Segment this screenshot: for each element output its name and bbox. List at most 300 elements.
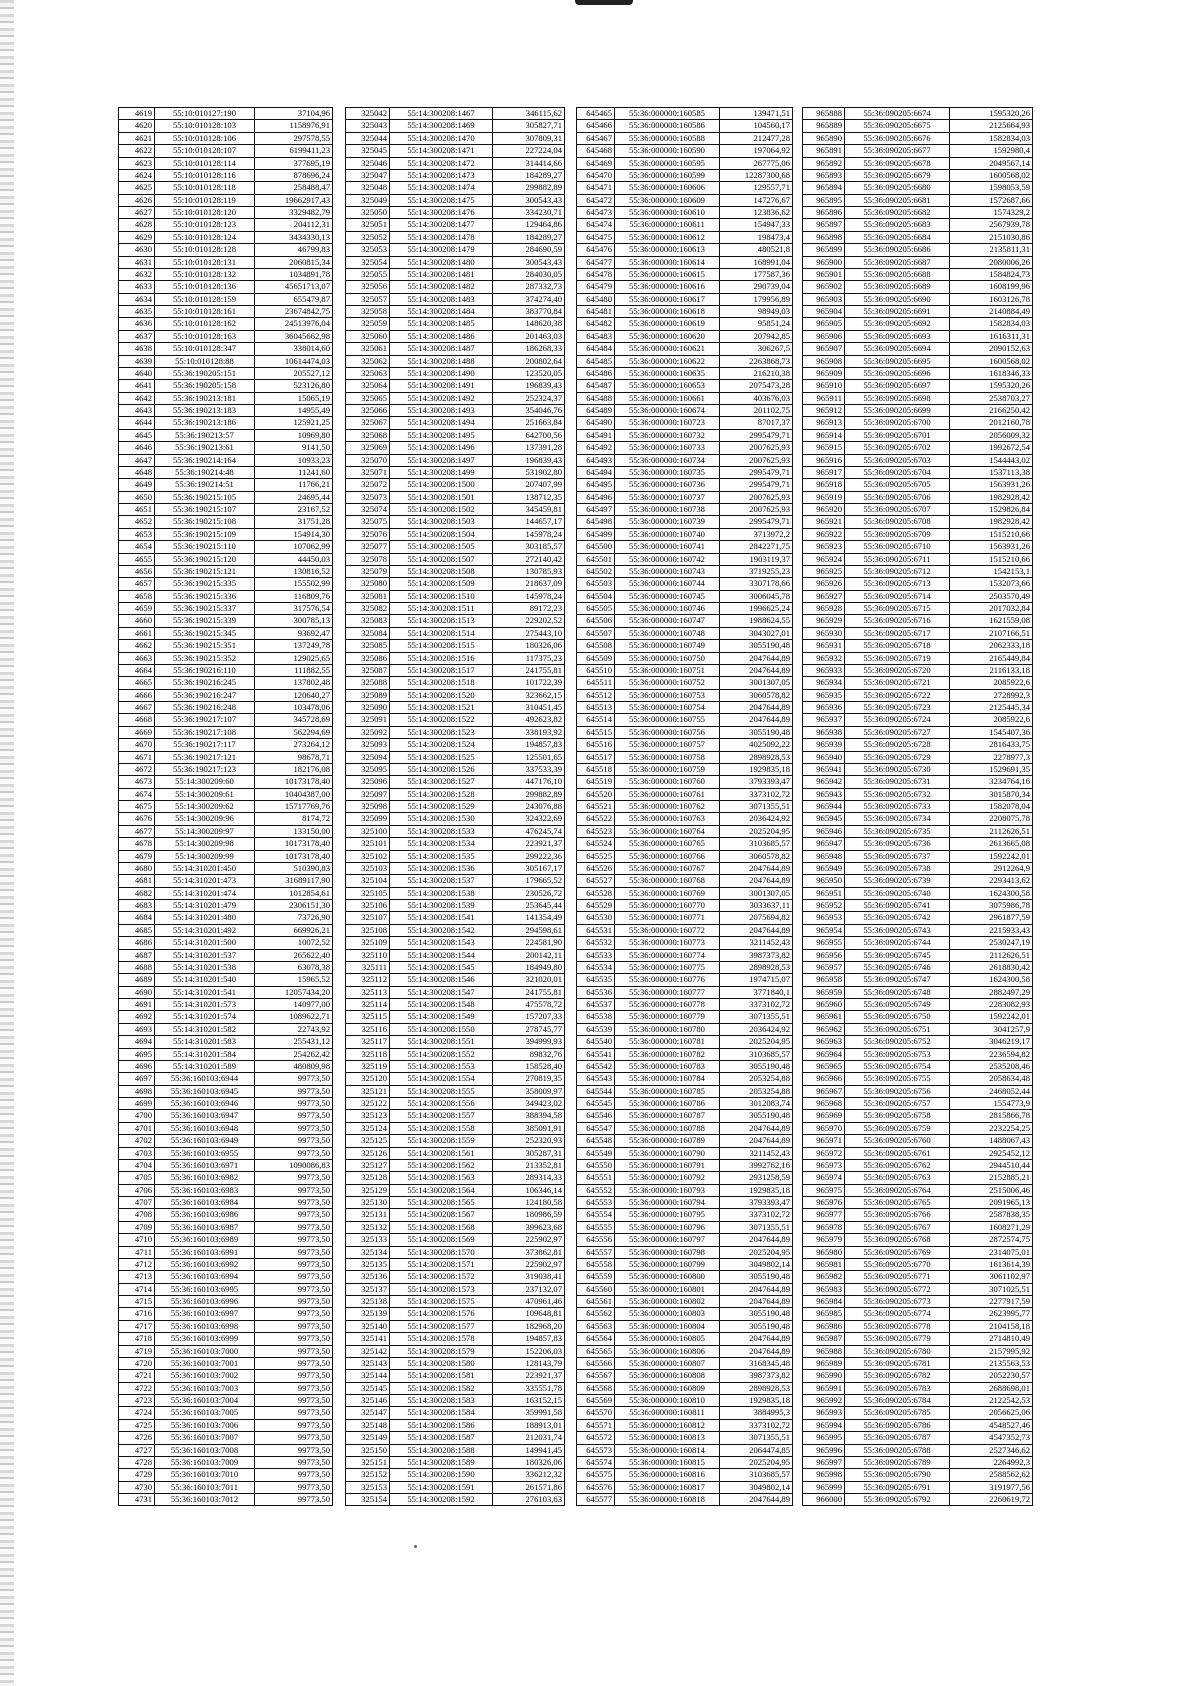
cadastral-value: 267775,06 bbox=[720, 157, 793, 169]
cadastral-number: 55:36:190216:247 bbox=[155, 689, 255, 701]
table-row bbox=[577, 145, 793, 157]
row-number: 965982 bbox=[803, 1271, 845, 1283]
row-number: 965991 bbox=[803, 1382, 845, 1394]
table-row bbox=[346, 553, 565, 565]
row-number: 645577 bbox=[577, 1494, 615, 1506]
table-row bbox=[119, 999, 333, 1011]
register-column-1 bbox=[118, 107, 333, 1504]
cadastral-number: 55:36:090205:6703 bbox=[845, 454, 950, 466]
cadastral-number: 55:14:300208:1471 bbox=[390, 145, 493, 157]
cadastral-number: 55:14:300208:1501 bbox=[390, 491, 493, 503]
cadastral-number: 55:14:300208:1496 bbox=[390, 442, 493, 454]
table-row bbox=[346, 1494, 565, 1506]
cadastral-value: 2728992,3 bbox=[950, 689, 1033, 701]
row-number: 965983 bbox=[803, 1283, 845, 1295]
row-number: 965893 bbox=[803, 169, 845, 181]
cadastral-value: 129557,71 bbox=[720, 182, 793, 194]
table-row bbox=[577, 640, 793, 652]
cadastral-value: 2047644,89 bbox=[720, 1494, 793, 1506]
cadastral-number: 55:14:300208:1528 bbox=[390, 788, 493, 800]
row-number: 4658 bbox=[119, 590, 155, 602]
cadastral-value: 201463,03 bbox=[493, 330, 565, 342]
cadastral-value: 2208075,78 bbox=[950, 813, 1033, 825]
table-row bbox=[803, 1159, 1033, 1171]
cadastral-number: 55:36:000000:160773 bbox=[615, 937, 720, 949]
cadastral-number: 55:36:000000:160759 bbox=[615, 763, 720, 775]
row-number: 965996 bbox=[803, 1444, 845, 1456]
row-number: 4664 bbox=[119, 664, 155, 676]
row-number: 4662 bbox=[119, 640, 155, 652]
table-row bbox=[346, 702, 565, 714]
table-row bbox=[346, 1209, 565, 1221]
cadastral-value: 99773,50 bbox=[255, 1271, 333, 1283]
cadastral-number: 55:36:160103:6991 bbox=[155, 1246, 255, 1258]
table-row bbox=[346, 689, 565, 701]
table-row bbox=[803, 367, 1033, 379]
table-row bbox=[577, 813, 793, 825]
cadastral-number: 55:36:090205:6761 bbox=[845, 1147, 950, 1159]
cadastral-value: 275443,10 bbox=[493, 627, 565, 639]
cadastral-value: 99773,50 bbox=[255, 1073, 333, 1085]
table-row bbox=[577, 1221, 793, 1233]
cadastral-value: 2007625,93 bbox=[720, 442, 793, 454]
cadastral-value: 152206,03 bbox=[493, 1345, 565, 1357]
cadastral-number: 55:14:300208:1591 bbox=[390, 1481, 493, 1493]
row-number: 4626 bbox=[119, 194, 155, 206]
cadastral-value: 2688698,01 bbox=[950, 1382, 1033, 1394]
cadastral-number: 55:36:000000:160750 bbox=[615, 652, 720, 664]
cadastral-number: 55:36:190215:345 bbox=[155, 627, 255, 639]
table-row bbox=[803, 689, 1033, 701]
cadastral-number: 55:36:000000:160783 bbox=[615, 1060, 720, 1072]
table-row bbox=[119, 640, 333, 652]
table-row bbox=[803, 986, 1033, 998]
cadastral-number: 55:14:300208:1592 bbox=[390, 1494, 493, 1506]
cadastral-value: 323662,15 bbox=[493, 689, 565, 701]
cadastral-number: 55:14:300208:1500 bbox=[390, 479, 493, 491]
cadastral-number: 55:36:000000:160614 bbox=[615, 256, 720, 268]
cadastral-value: 2007625,93 bbox=[720, 504, 793, 516]
table-row bbox=[346, 466, 565, 478]
table-row bbox=[577, 1159, 793, 1171]
cadastral-number: 55:14:300208:1510 bbox=[390, 590, 493, 602]
table-row bbox=[803, 318, 1033, 330]
cadastral-value: 294598,61 bbox=[493, 924, 565, 936]
row-number: 325095 bbox=[346, 763, 390, 775]
table-row bbox=[119, 838, 333, 850]
table-row bbox=[803, 912, 1033, 924]
table-row bbox=[803, 627, 1033, 639]
cadastral-number: 55:14:300208:1511 bbox=[390, 603, 493, 615]
table-row bbox=[577, 1197, 793, 1209]
cadastral-value: 2112626,51 bbox=[950, 949, 1033, 961]
row-number: 4630 bbox=[119, 244, 155, 256]
cadastral-value: 2135563,53 bbox=[950, 1357, 1033, 1369]
cadastral-number: 55:36:000000:160621 bbox=[615, 343, 720, 355]
cadastral-number: 55:36:000000:160808 bbox=[615, 1370, 720, 1382]
row-number: 965931 bbox=[803, 640, 845, 652]
cadastral-number: 55:36:000000:160767 bbox=[615, 862, 720, 874]
cadastral-number: 55:36:090205:6713 bbox=[845, 578, 950, 590]
cadastral-number: 55:36:000000:160815 bbox=[615, 1456, 720, 1468]
cadastral-number: 55:14:310201:584 bbox=[155, 1048, 255, 1060]
cadastral-value: 2060815,34 bbox=[255, 256, 333, 268]
cadastral-number: 55:36:090205:6674 bbox=[845, 108, 950, 120]
cadastral-number: 55:36:000000:160768 bbox=[615, 875, 720, 887]
cadastral-value: 15965,52 bbox=[255, 974, 333, 986]
table-row bbox=[119, 355, 333, 367]
cadastral-number: 55:36:090205:6721 bbox=[845, 677, 950, 689]
table-row bbox=[346, 1357, 565, 1369]
table-row bbox=[577, 1419, 793, 1431]
row-number: 325050 bbox=[346, 207, 390, 219]
table-row bbox=[346, 1048, 565, 1060]
cadastral-value: 212477,28 bbox=[720, 132, 793, 144]
table-row bbox=[803, 479, 1033, 491]
cadastral-value: 140977,00 bbox=[255, 999, 333, 1011]
cadastral-number: 55:10:010128:132 bbox=[155, 268, 255, 280]
row-number: 325091 bbox=[346, 714, 390, 726]
table-row bbox=[119, 491, 333, 503]
cadastral-value: 184949,80 bbox=[493, 961, 565, 973]
table-row bbox=[346, 664, 565, 676]
row-number: 4729 bbox=[119, 1469, 155, 1481]
row-number: 965897 bbox=[803, 219, 845, 231]
cadastral-number: 55:36:160103:7010 bbox=[155, 1469, 255, 1481]
table-row bbox=[803, 702, 1033, 714]
table-row bbox=[346, 108, 565, 120]
cadastral-number: 55:36:190213:186 bbox=[155, 417, 255, 429]
cadastral-number: 55:14:300208:1586 bbox=[390, 1419, 493, 1431]
cadastral-number: 55:36:090205:6767 bbox=[845, 1221, 950, 1233]
table-row bbox=[803, 714, 1033, 726]
row-number: 645477 bbox=[577, 256, 615, 268]
cadastral-number: 55:14:300208:1581 bbox=[390, 1370, 493, 1382]
row-number: 4724 bbox=[119, 1407, 155, 1419]
cadastral-value: 3060578,82 bbox=[720, 689, 793, 701]
row-number: 965959 bbox=[803, 986, 845, 998]
table-row bbox=[119, 1159, 333, 1171]
row-number: 325076 bbox=[346, 528, 390, 540]
table-row bbox=[346, 1073, 565, 1085]
table-row bbox=[577, 1271, 793, 1283]
table-row bbox=[577, 999, 793, 1011]
cadastral-value: 2125445,34 bbox=[950, 702, 1033, 714]
table-row bbox=[119, 776, 333, 788]
cadastral-value: 3055190,48 bbox=[720, 1308, 793, 1320]
table-row bbox=[577, 1283, 793, 1295]
cadastral-value: 227224,04 bbox=[493, 145, 565, 157]
cadastral-number: 55:14:300208:1472 bbox=[390, 157, 493, 169]
row-number: 4650 bbox=[119, 491, 155, 503]
cadastral-value: 2995479,71 bbox=[720, 479, 793, 491]
cadastral-value: 3373102,72 bbox=[720, 999, 793, 1011]
cadastral-number: 55:36:160103:6996 bbox=[155, 1296, 255, 1308]
cadastral-number: 55:36:000000:160595 bbox=[615, 157, 720, 169]
cadastral-value: 144657,17 bbox=[493, 516, 565, 528]
table-row bbox=[346, 1283, 565, 1295]
cadastral-number: 55:14:310201:573 bbox=[155, 999, 255, 1011]
table-row bbox=[577, 726, 793, 738]
table-row bbox=[803, 1011, 1033, 1023]
table-row bbox=[803, 491, 1033, 503]
cadastral-value: 337533,39 bbox=[493, 763, 565, 775]
table-row bbox=[577, 281, 793, 293]
row-number: 325141 bbox=[346, 1333, 390, 1345]
row-number: 965984 bbox=[803, 1296, 845, 1308]
row-number: 965946 bbox=[803, 825, 845, 837]
table-row bbox=[119, 256, 333, 268]
cadastral-value: 2232254,25 bbox=[950, 1122, 1033, 1134]
table-row bbox=[346, 541, 565, 553]
cadastral-number: 55:36:000000:160811 bbox=[615, 1407, 720, 1419]
cadastral-number: 55:36:090205:6784 bbox=[845, 1395, 950, 1407]
cadastral-value: 186268,33 bbox=[493, 343, 565, 355]
cadastral-number: 55:36:000000:160806 bbox=[615, 1345, 720, 1357]
table-row bbox=[577, 1357, 793, 1369]
table-row bbox=[803, 726, 1033, 738]
row-number: 965949 bbox=[803, 862, 845, 874]
cadastral-value: 99773,50 bbox=[255, 1308, 333, 1320]
row-number: 645553 bbox=[577, 1197, 615, 1209]
cadastral-value: 4548527,46 bbox=[950, 1419, 1033, 1431]
table-row bbox=[119, 677, 333, 689]
cadastral-number: 55:14:300208:1541 bbox=[390, 912, 493, 924]
table-row bbox=[577, 887, 793, 899]
cadastral-value: 139471,51 bbox=[720, 108, 793, 120]
cadastral-value: 1034891,78 bbox=[255, 268, 333, 280]
cadastral-number: 55:36:000000:160797 bbox=[615, 1234, 720, 1246]
cadastral-value: 2925452,12 bbox=[950, 1147, 1033, 1159]
row-number: 4694 bbox=[119, 1036, 155, 1048]
row-number: 325054 bbox=[346, 256, 390, 268]
cadastral-value: 2085922,6 bbox=[950, 714, 1033, 726]
row-number: 965972 bbox=[803, 1147, 845, 1159]
cadastral-value: 1089622,71 bbox=[255, 1011, 333, 1023]
cadastral-value: 2036424,92 bbox=[720, 813, 793, 825]
table-row bbox=[803, 961, 1033, 973]
row-number: 4654 bbox=[119, 541, 155, 553]
row-number: 645523 bbox=[577, 825, 615, 837]
row-number: 325057 bbox=[346, 293, 390, 305]
row-number: 325139 bbox=[346, 1308, 390, 1320]
table-row bbox=[119, 306, 333, 318]
row-number: 4687 bbox=[119, 949, 155, 961]
cadastral-number: 55:36:000000:160674 bbox=[615, 405, 720, 417]
row-number: 965924 bbox=[803, 553, 845, 565]
row-number: 965910 bbox=[803, 380, 845, 392]
row-number: 325121 bbox=[346, 1085, 390, 1097]
cadastral-value: 2049567,14 bbox=[950, 157, 1033, 169]
cadastral-value: 642700,56 bbox=[493, 429, 565, 441]
cadastral-value: 24513976,04 bbox=[255, 318, 333, 330]
cadastral-value: 1582834,03 bbox=[950, 132, 1033, 144]
cadastral-value: 254262,42 bbox=[255, 1048, 333, 1060]
cadastral-value: 2166250,42 bbox=[950, 405, 1033, 417]
row-number: 325147 bbox=[346, 1407, 390, 1419]
row-number: 645538 bbox=[577, 1011, 615, 1023]
row-number: 4637 bbox=[119, 330, 155, 342]
table-row bbox=[803, 677, 1033, 689]
row-number: 645511 bbox=[577, 677, 615, 689]
cadastral-value: 1592242,01 bbox=[950, 850, 1033, 862]
cadastral-number: 55:14:300208:1557 bbox=[390, 1110, 493, 1122]
row-number: 325093 bbox=[346, 739, 390, 751]
row-number: 325142 bbox=[346, 1345, 390, 1357]
cadastral-value: 2047644,89 bbox=[720, 1296, 793, 1308]
row-number: 965992 bbox=[803, 1395, 845, 1407]
cadastral-value: 31689117,90 bbox=[255, 875, 333, 887]
row-number: 645483 bbox=[577, 330, 615, 342]
table-row bbox=[119, 974, 333, 986]
row-number: 325043 bbox=[346, 120, 390, 132]
table-row bbox=[119, 293, 333, 305]
row-number: 4713 bbox=[119, 1271, 155, 1283]
cadastral-number: 55:36:000000:160782 bbox=[615, 1048, 720, 1060]
row-number: 645546 bbox=[577, 1110, 615, 1122]
cadastral-value: 1974715,07 bbox=[720, 974, 793, 986]
row-number: 966000 bbox=[803, 1494, 845, 1506]
row-number: 325068 bbox=[346, 429, 390, 441]
cadastral-value: 2842271,75 bbox=[720, 541, 793, 553]
cadastral-value: 10072,52 bbox=[255, 937, 333, 949]
row-number: 325134 bbox=[346, 1246, 390, 1258]
cadastral-value: 338014,60 bbox=[255, 343, 333, 355]
row-number: 965978 bbox=[803, 1221, 845, 1233]
table-row bbox=[346, 1395, 565, 1407]
cadastral-number: 55:36:000000:160661 bbox=[615, 392, 720, 404]
cadastral-number: 55:36:190215:105 bbox=[155, 491, 255, 503]
table-row bbox=[119, 714, 333, 726]
cadastral-value: 104560,17 bbox=[720, 120, 793, 132]
table-row bbox=[119, 231, 333, 243]
row-number: 965980 bbox=[803, 1246, 845, 1258]
row-number: 965989 bbox=[803, 1357, 845, 1369]
table-row bbox=[803, 825, 1033, 837]
row-number: 965894 bbox=[803, 182, 845, 194]
cadastral-number: 55:36:090205:6740 bbox=[845, 887, 950, 899]
table-row bbox=[577, 652, 793, 664]
cadastral-value: 2085922,6 bbox=[950, 677, 1033, 689]
cadastral-number: 55:36:000000:160789 bbox=[615, 1135, 720, 1147]
table-row bbox=[803, 1432, 1033, 1444]
table-row bbox=[119, 380, 333, 392]
table-row bbox=[577, 615, 793, 627]
table-row bbox=[803, 1209, 1033, 1221]
table-row bbox=[803, 1357, 1033, 1369]
cadastral-value: 655479,87 bbox=[255, 293, 333, 305]
cadastral-number: 55:10:010128:136 bbox=[155, 281, 255, 293]
cadastral-number: 55:36:000000:160743 bbox=[615, 565, 720, 577]
cadastral-number: 55:36:190217:108 bbox=[155, 726, 255, 738]
cadastral-value: 1544443,02 bbox=[950, 454, 1033, 466]
table-row bbox=[803, 615, 1033, 627]
cadastral-value: 2047644,89 bbox=[720, 875, 793, 887]
cadastral-value: 2062333,18 bbox=[950, 640, 1033, 652]
cadastral-number: 55:36:160103:7007 bbox=[155, 1432, 255, 1444]
row-number: 4726 bbox=[119, 1432, 155, 1444]
cadastral-number: 55:36:000000:160801 bbox=[615, 1283, 720, 1295]
cadastral-number: 55:14:300208:1535 bbox=[390, 850, 493, 862]
row-number: 645535 bbox=[577, 974, 615, 986]
cadastral-number: 55:36:090205:6754 bbox=[845, 1060, 950, 1072]
table-row bbox=[119, 1481, 333, 1493]
row-number: 4728 bbox=[119, 1456, 155, 1468]
row-number: 4642 bbox=[119, 392, 155, 404]
table-row bbox=[577, 937, 793, 949]
cadastral-number: 55:36:000000:160765 bbox=[615, 838, 720, 850]
cadastral-number: 55:36:160103:7000 bbox=[155, 1345, 255, 1357]
row-number: 4643 bbox=[119, 405, 155, 417]
cadastral-value: 338193,92 bbox=[493, 726, 565, 738]
row-number: 965915 bbox=[803, 442, 845, 454]
table-row bbox=[577, 330, 793, 342]
cadastral-value: 289314,33 bbox=[493, 1172, 565, 1184]
row-number: 4679 bbox=[119, 850, 155, 862]
row-number: 645525 bbox=[577, 850, 615, 862]
cadastral-value: 99773,50 bbox=[255, 1345, 333, 1357]
table-row bbox=[119, 1036, 333, 1048]
row-number: 965952 bbox=[803, 900, 845, 912]
table-row bbox=[803, 417, 1033, 429]
table-row bbox=[119, 417, 333, 429]
cadastral-value: 2236594,82 bbox=[950, 1048, 1033, 1060]
cadastral-value: 2882497,29 bbox=[950, 986, 1033, 998]
table-row bbox=[119, 1296, 333, 1308]
row-number: 645466 bbox=[577, 120, 615, 132]
row-number: 965958 bbox=[803, 974, 845, 986]
row-number: 645515 bbox=[577, 726, 615, 738]
cadastral-value: 11241,60 bbox=[255, 466, 333, 478]
table-row bbox=[119, 405, 333, 417]
cadastral-value: 99773,50 bbox=[255, 1258, 333, 1270]
cadastral-number: 55:36:160103:6948 bbox=[155, 1122, 255, 1134]
cadastral-number: 55:36:090205:6787 bbox=[845, 1432, 950, 1444]
cadastral-value: 2260619,72 bbox=[950, 1494, 1033, 1506]
row-number: 965891 bbox=[803, 145, 845, 157]
cadastral-number: 55:36:000000:160590 bbox=[615, 145, 720, 157]
cadastral-value: 2025204,95 bbox=[720, 1456, 793, 1468]
table-row bbox=[346, 182, 565, 194]
cadastral-value: 14955,49 bbox=[255, 405, 333, 417]
cadastral-number: 55:14:300208:1558 bbox=[390, 1122, 493, 1134]
row-number: 965903 bbox=[803, 293, 845, 305]
cadastral-number: 55:36:090205:6781 bbox=[845, 1357, 950, 1369]
row-number: 325088 bbox=[346, 677, 390, 689]
cadastral-number: 55:36:190217:107 bbox=[155, 714, 255, 726]
table-row bbox=[119, 1258, 333, 1270]
cadastral-number: 55:36:160103:6998 bbox=[155, 1320, 255, 1332]
cadastral-number: 55:14:300208:1504 bbox=[390, 528, 493, 540]
cadastral-number: 55:36:090205:6766 bbox=[845, 1209, 950, 1221]
cadastral-value: 3055190,48 bbox=[720, 640, 793, 652]
cadastral-value: 1616311,31 bbox=[950, 330, 1033, 342]
row-number: 645565 bbox=[577, 1345, 615, 1357]
row-number: 325124 bbox=[346, 1122, 390, 1134]
cadastral-number: 55:36:190217:121 bbox=[155, 751, 255, 763]
row-number: 325107 bbox=[346, 912, 390, 924]
row-number: 965936 bbox=[803, 702, 845, 714]
table-row bbox=[577, 256, 793, 268]
cadastral-number: 55:36:090205:6771 bbox=[845, 1271, 950, 1283]
table-row bbox=[119, 875, 333, 887]
cadastral-number: 55:10:010128:163 bbox=[155, 330, 255, 342]
cadastral-value: 194857,83 bbox=[493, 1333, 565, 1345]
cadastral-number: 55:14:300208:1546 bbox=[390, 974, 493, 986]
row-number: 645471 bbox=[577, 182, 615, 194]
cadastral-value: 155502,99 bbox=[255, 578, 333, 590]
row-number: 645562 bbox=[577, 1308, 615, 1320]
